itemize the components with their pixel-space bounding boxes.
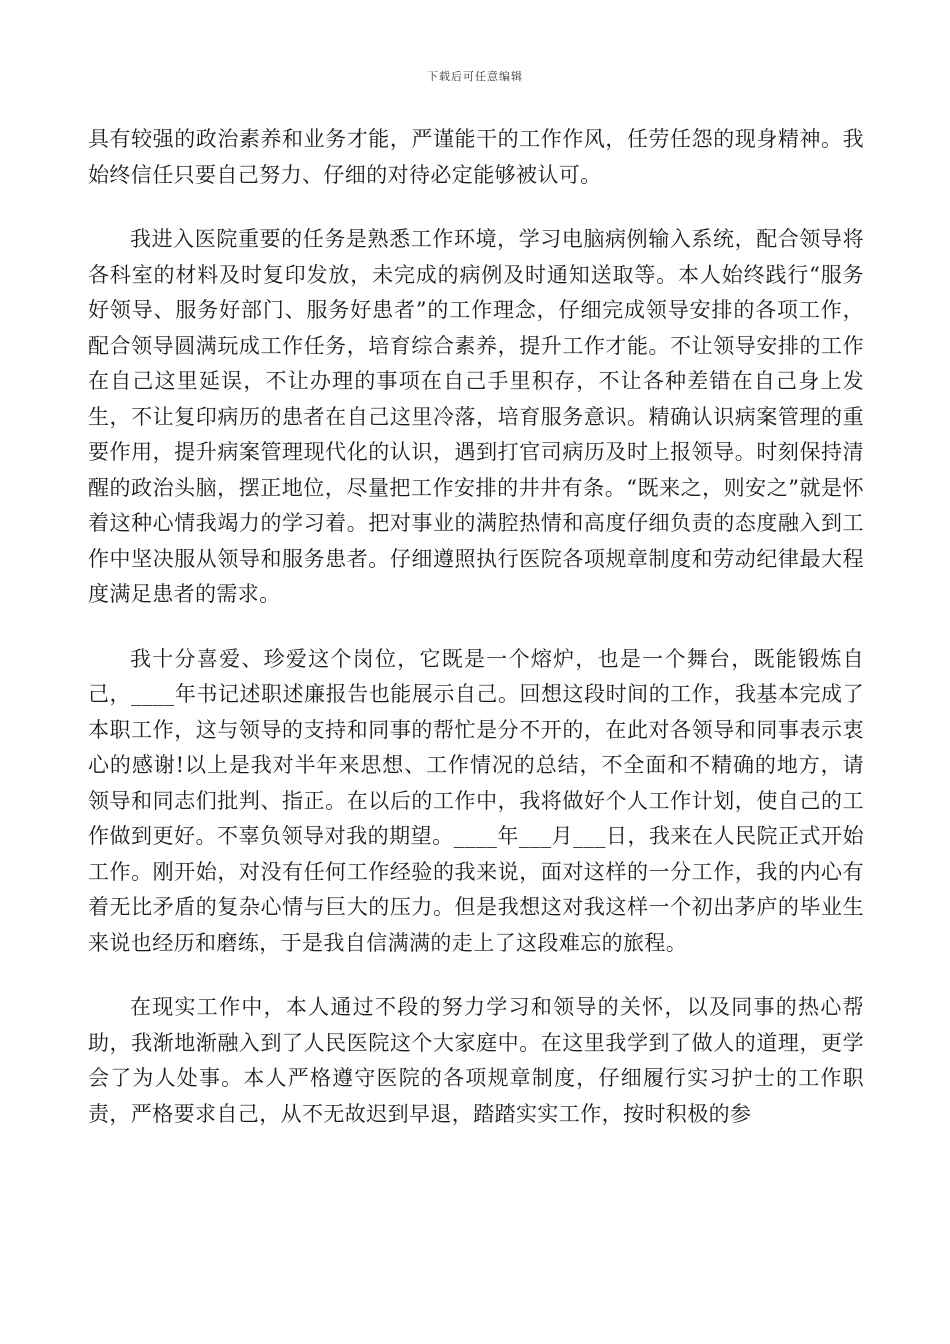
paragraph-1: 具有较强的政治素养和业务才能，严谨能干的工作作风，任劳任怨的现身精神。我始终信任只要自己努力、仔细的对待必定能够被认可。 [88, 127, 864, 187]
paragraph-4: 在现实工作中，本人通过不段的努力学习和领导的关怀，以及同事的热心帮助，我渐地渐融入到了人民医院这个大家庭中。在这里我学到了做人的道理，更学会了为人处事。本人严格遵守医院的各项规章制度，仔细履行实习护士的工作职责，严格要求自己，从不无故迟到早退，踏踏实实工作，按时积极的参 [88, 995, 864, 1126]
paragraph-2: 我进入医院重要的任务是熟悉工作环境，学习电脑病例输入系统，配合领导将各科室的材料及时复印发放，未完成的病例及时通知送取等。本人始终践行“服务好领导、服务好部门、服务好患者”的工作理念，仔细完成领导安排的各项工作，配合领导圆满玩成工作任务，培育综合素养，提升工作才能。不让领导安排的工作在自己这里延误，不让办理的事项在自己手里积存，不让各种差错在自己身上发生，不让复印病历的患者在自己这里冷落，培育服务意识。精确认识病案管理的重要作用，提升病案管理现代化的认识，遇到打官司病历及时上报领导。时刻保持清醒的政治头脑，摆正地位，尽量把工作安排的井井有条。“既来之，则安之”就是怀着这种心情我竭力的学习着。把对事业的满腔热情和高度仔细负责的态度融入到工作中坚决服从领导和服务患者。仔细遵照执行医院各项规章制度和劳动纪律最大程度满足患者的需求。 [88, 227, 864, 606]
document-body [88, 122, 864, 1161]
paragraph-3: 我十分喜爱、珍爱这个岗位，它既是一个熔炉，也是一个舞台，既能锻炼自己，____年书记述职述廉报告也能展示自己。回想这段时间的工作，我基本完成了本职工作，这与领导的支持和同事的帮忙是分不开的，在此对各领导和同事表示衷心的感谢!以上是我对半年来思想、工作情况的总结，不全面和不精确的地方，请领导和同志们批判、指正。在以后的工作中，我将做好个人工作计划，使自己的工作做到更好。不辜负领导对我的期望。____年___月___日，我来在人民院正式开始工作。刚开始，对没有任何工作经验的我来说，面对这样的一分工作，我的内心有着无比矛盾的复杂心情与巨大的压力。但是我想这对我这样一个初出茅庐的毕业生来说也经历和磨练，于是我自信满满的走上了这段难忘的旅程。 [88, 646, 864, 955]
page-header: 下载后可任意编辑 [427, 70, 523, 83]
